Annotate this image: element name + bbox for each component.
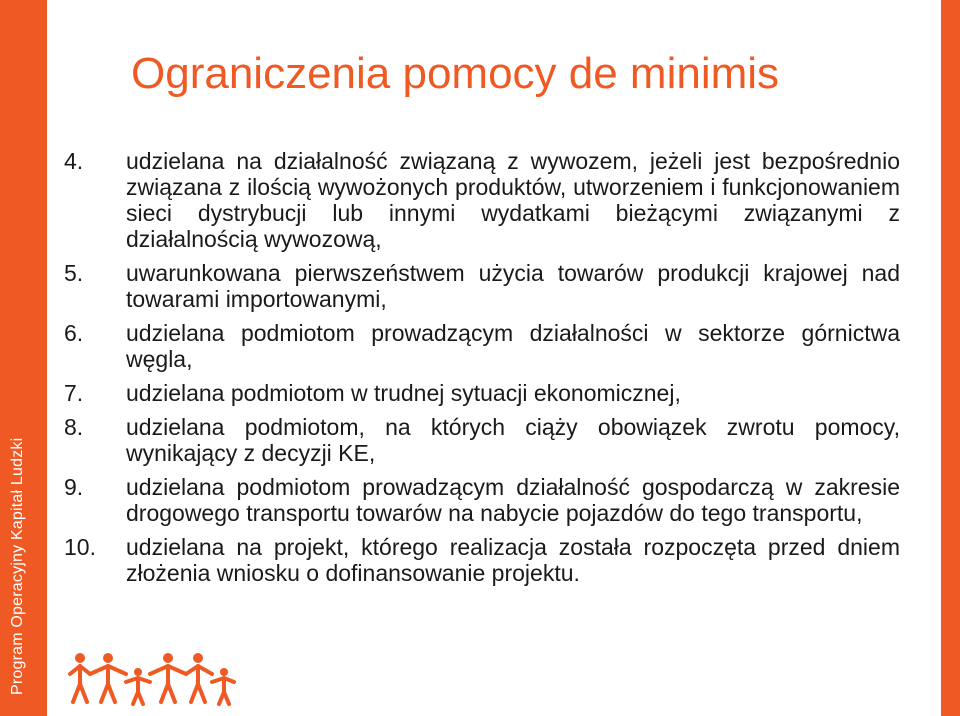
right-accent-bar: [941, 0, 960, 716]
list-item-text: udzielana podmiotom prowadzącym działalność gospodarczą w zakresie drogowego transportu towarów na nabycie pojazdów do tego transportu,: [126, 474, 900, 526]
sidebar: [0, 0, 47, 716]
list-item-text: udzielana na projekt, którego realizacja została rozpoczęta przed dniem złożenia wniosku o dofinansowanie projektu.: [126, 534, 900, 586]
list-item: [64, 534, 900, 586]
list-item: [64, 320, 900, 372]
list-item-number: 9.: [64, 474, 84, 500]
list-item-number: 5.: [64, 260, 84, 286]
list-item-text: uwarunkowana pierwszeństwem użycia towarów produkcji krajowej nad towarami importowanymi,: [126, 260, 900, 312]
list-item: [64, 260, 900, 312]
list-item: [64, 380, 900, 406]
people-group-logo-icon: [66, 650, 236, 708]
list-item-number: 4.: [64, 148, 84, 174]
list-item-text: udzielana podmiotom, na których ciąży obowiązek zwrotu pomocy, wynikający z decyzji KE,: [126, 414, 900, 466]
restrictions-list: [64, 148, 900, 594]
list-item: [64, 474, 900, 526]
list-item-number: 8.: [64, 414, 84, 440]
list-item-number: 6.: [64, 320, 84, 346]
list-item-text: udzielana podmiotom w trudnej sytuacji ekonomicznej,: [126, 380, 681, 406]
list-item-number: 10.: [64, 534, 96, 560]
list-item-number: 7.: [64, 380, 84, 406]
sidebar-program-label: Program Operacyjny Kapitał Ludzki: [9, 437, 26, 695]
list-item: [64, 148, 900, 252]
list-item-text: udzielana na działalność związaną z wywozem, jeżeli jest bezpośrednio związana z ilością wywożonych produktów, utworzeniem i funkcjonowaniem sieci dystrybucji lub innymi wydatkami bieżącymi związanymi z działalnością wywozową,: [126, 148, 900, 252]
list-item-text: udzielana podmiotom prowadzącym działalności w sektorze górnictwa węgla,: [126, 320, 900, 372]
list-item: [64, 414, 900, 466]
page-title: Ograniczenia pomocy de minimis: [131, 49, 780, 98]
